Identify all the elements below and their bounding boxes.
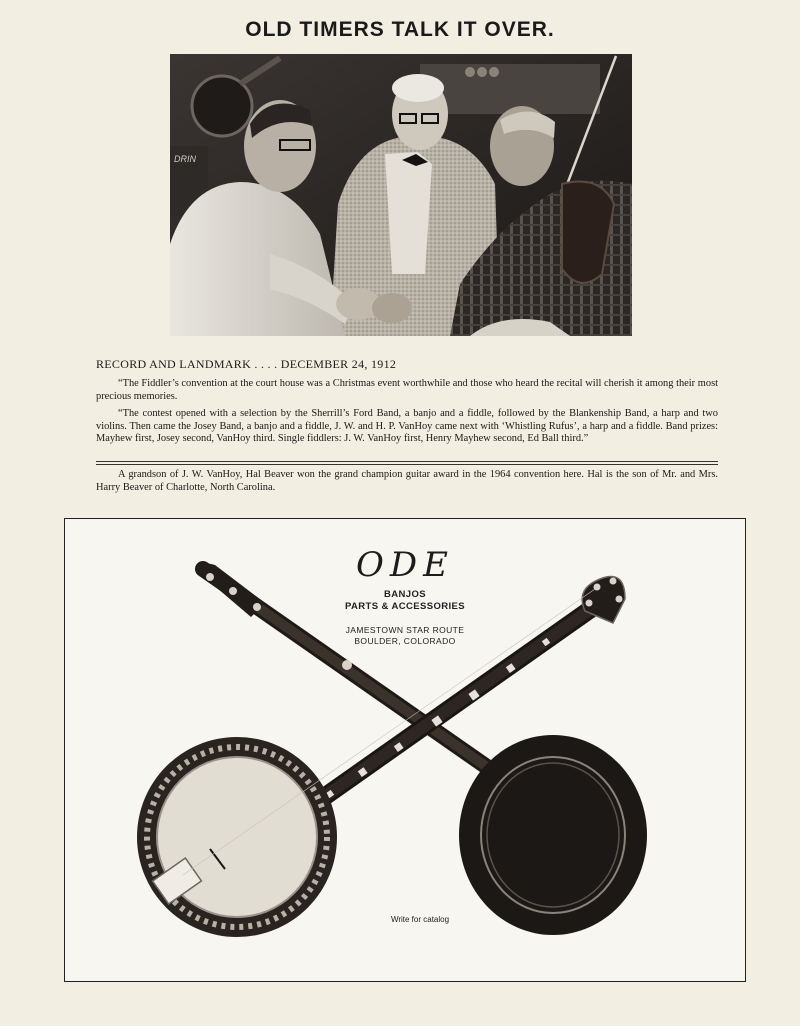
photo-sign-text: DRIN [174,154,196,164]
photo-old-timers [170,54,632,336]
ad-parts-accessories: PARTS & ACCESSORIES [344,601,466,612]
ode-logo: ODE [356,545,454,585]
article [96,357,718,451]
page-title: OLD TIMERS TALK IT OVER. [245,18,555,41]
ode-banjo-ad [64,518,746,982]
article-paragraph: “The Fiddler’s convention at the court house was a Christmas event worthwhile and those who heard the recital will cherish it among their most precious memories. [96,378,718,402]
ad-address-line2: BOULDER, COLORADO [354,636,456,646]
divider [96,461,718,462]
article-paragraph: “The contest opened with a selection by the Sherrill’s Ford Band, a banjo and a fiddle, followed by the Blankenship Band, a harp and two violins. Then came the Josey Band, a banjo and a fiddle, J. W. and H. P. VanHoy came next with ‘Whistling Rufus’, a harp and a fiddle. Band prizes: Mayhew first, Josey second, VanHoy third. Single fiddlers: J. W. VanHoy first, Henry Mayhew second, Ed Ball third.” [96,408,718,445]
ad-banjos: BANJOS [384,589,426,600]
article-headline: RECORD AND LANDMARK . . . . DECEMBER 24, 1912 [96,357,397,371]
divider [96,464,718,465]
ad-catalog: Write for catalog [390,915,450,924]
ad-address-line1: JAMESTOWN STAR ROUTE [345,625,465,635]
grandson-note: A grandson of J. W. VanHoy, Hal Beaver won the grand champion guitar award in the 1964 convention here. Hal is the son of Mr. and Mrs. Harry Beaver of Charlotte, North Carolina. [96,469,718,493]
